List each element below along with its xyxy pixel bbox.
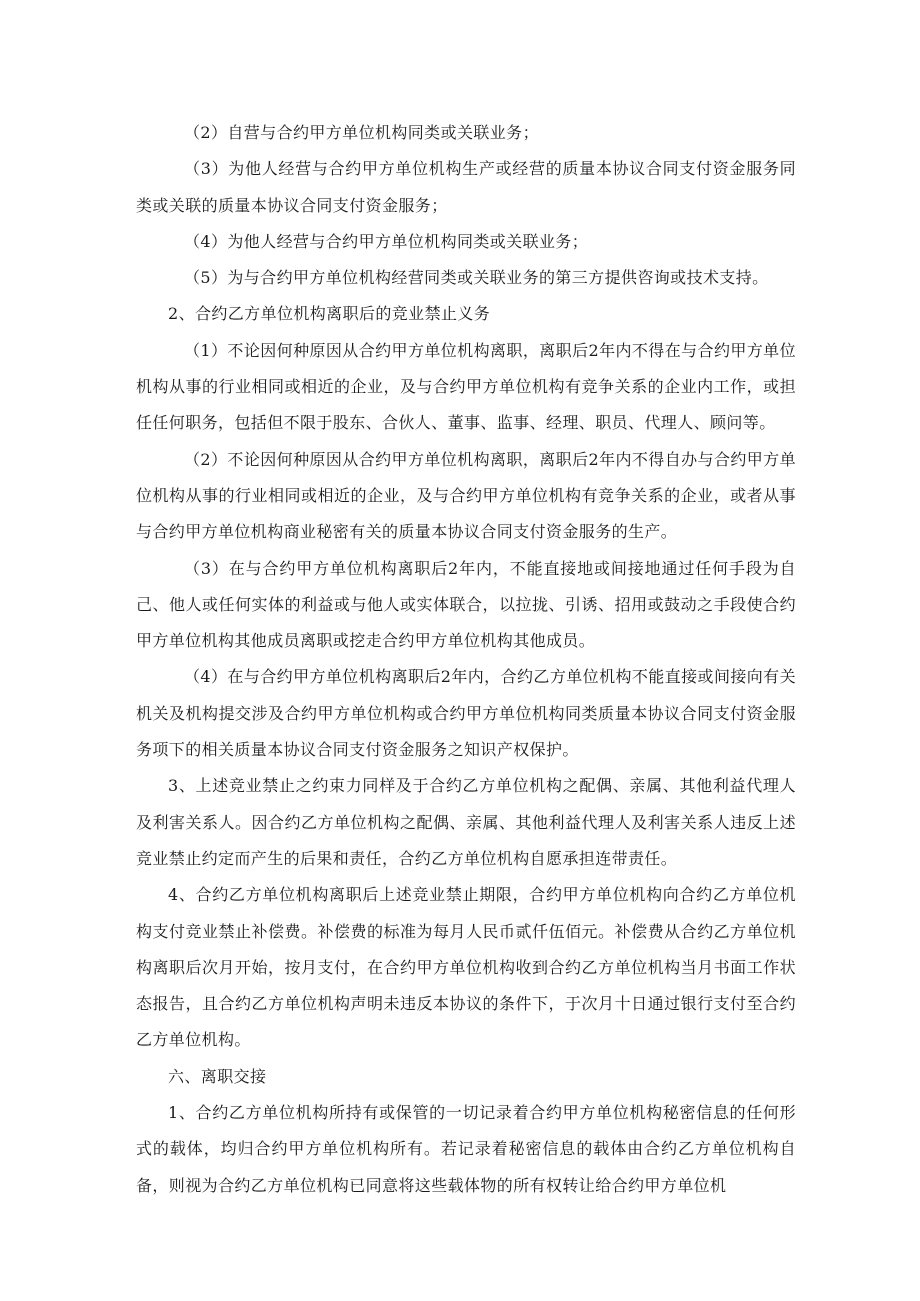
clause-paragraph: 4、合约乙方单位机构离职后上述竞业禁止期限，合约甲方单位机构向合约乙方单位机构支付竞业禁止补偿费。补偿费的标准为每月人民币贰仟伍佰元。补偿费从合约乙方单位机构离职后次月开始，按月支付，在合约甲方单位机构收到合约乙方单位机构当月书面工作状态报告，且合约乙方单位机构声明未违反本协议的条件下，于次月十日通过银行支付至合约乙方单位机构。 (136, 885, 796, 1050)
clause-paragraph: （2）自营与合约甲方单位机构同类或关联业务； (184, 123, 539, 142)
section-heading: 2、合约乙方单位机构离职后的竞业禁止义务 (168, 304, 491, 324)
clause-paragraph: （4）为他人经营与合约甲方单位机构同类或关联业务； (184, 231, 589, 251)
clause-paragraph: 1、合约乙方单位机构所持有或保管的一切记录着合约甲方单位机构秘密信息的任何形式的载体，均归合约甲方单位机构所有。若记录着秘密信息的载体由合约乙方单位机构自备，则视为合约乙方单位机构已同意将这些载体物的所有权转让给合约甲方单位机 (136, 1103, 796, 1195)
clause-paragraph: 3、上述竞业禁止之约束力同样及于合约乙方单位机构之配偶、亲属、其他利益代理人及利害关系人。因合约乙方单位机构之配偶、亲属、其他利益代理人及利害关系人违反上述竞业禁止约定而产生的后果和责任，合约乙方单位机构自愿承担连带责任。 (136, 776, 796, 868)
clause-paragraph: （1）不论因何种原因从合约甲方单位机构离职，离职后2年内不得在与合约甲方单位机构从事的行业相同或相近的企业，及与合约甲方单位机构有竞争关系的企业内工作，或担任任何职务，包括但不限于股东、合伙人、董事、监事、经理、职员、代理人、顾问等。 (136, 340, 796, 433)
clause-paragraph: （2）不论因何种原因从合约甲方单位机构离职，离职后2年内不得自办与合约甲方单位机构从事的行业相同或相近的企业，及与合约甲方单位机构有竞争关系的企业，或者从事与合约甲方单位机构商业秘密有关的质量本协议合同支付资金服务的生产。 (136, 449, 796, 542)
clause-paragraph: （4）在与合约甲方单位机构离职后2年内，合约乙方单位机构不能直接或间接向有关机关及机构提交涉及合约甲方单位机构或合约甲方单位机构同类质量本协议合同支付资金服务项下的相关质量本协议合同支付资金服务之知识产权保护。 (136, 667, 796, 760)
clause-paragraph: （5）为与合约甲方单位机构经营同类或关联业务的第三方提供咨询或技术支持。 (184, 268, 769, 288)
clause-paragraph: （3）在与合约甲方单位机构离职后2年内，不能直接地或间接地通过任何手段为自己、他人或任何实体的利益或与他人或实体联合，以拉拢、引诱、招用或鼓动之手段使合约甲方单位机构其他成员离职或挖走合约甲方单位机构其他成员。 (136, 558, 796, 651)
section-heading: 六、离职交接 (168, 1066, 267, 1086)
document-body (136, 115, 796, 1204)
clause-paragraph: （3）为他人经营与合约甲方单位机构生产或经营的质量本协议合同支付资金服务同类或关联的质量本协议合同支付资金服务； (136, 159, 796, 215)
